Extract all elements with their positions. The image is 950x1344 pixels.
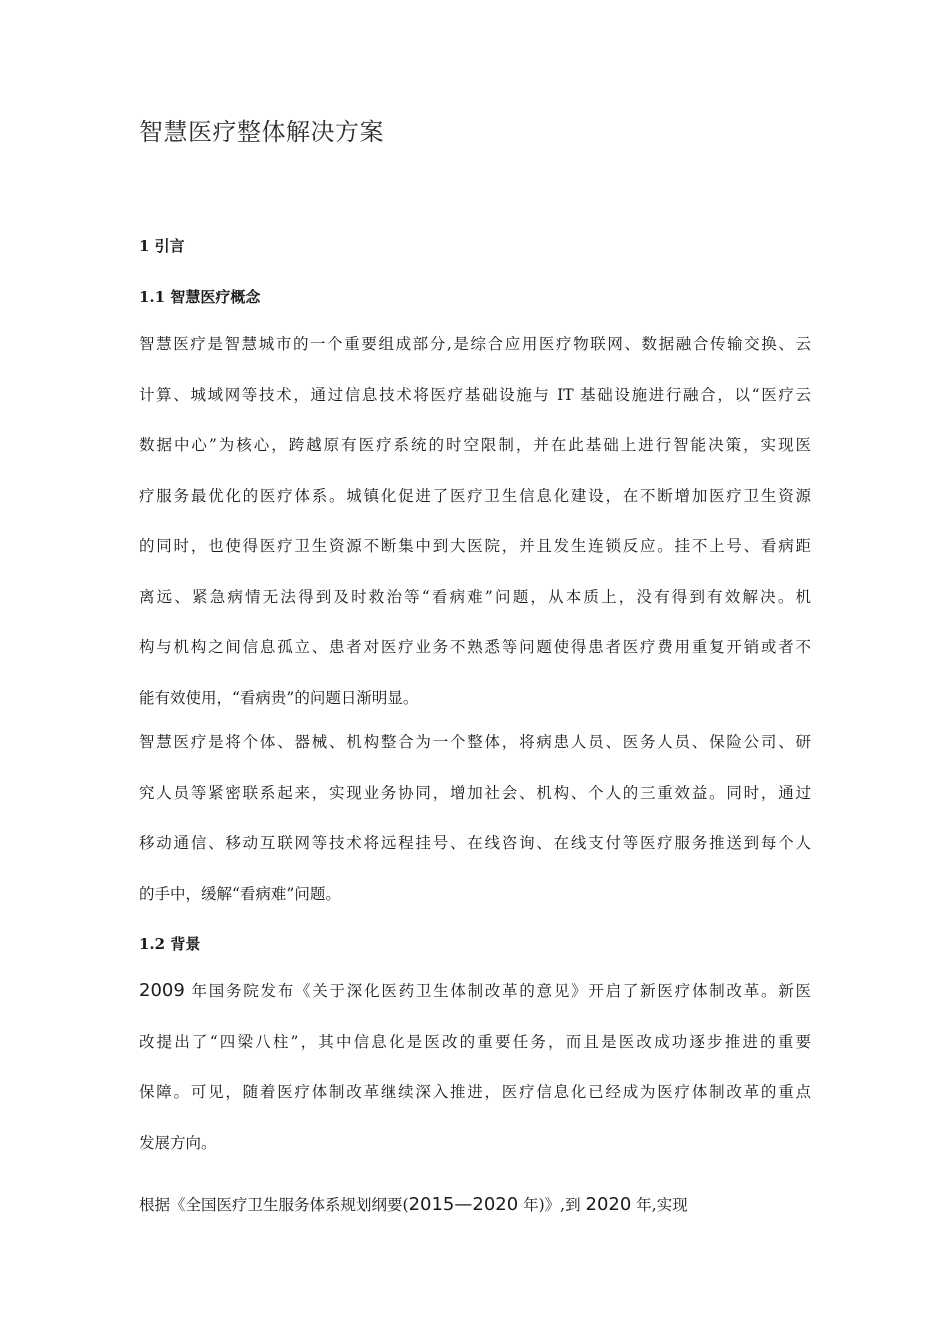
text-line: 改提出了“四梁八柱”，其中信息化是医改的重要任务，而且是医改成功逐步推进的重要 xyxy=(139,1032,811,1051)
text-line: 移动通信、移动互联网等技术将远程挂号、在线咨询、在线支付等医疗服务推送到每个人 xyxy=(139,834,811,852)
section-heading-background: 1.2 背景 xyxy=(139,935,201,953)
text-line: 发展方向。 xyxy=(139,1133,217,1152)
text-line: 数据中心”为核心，跨越原有医疗系统的时空限制，并在此基础上进行智能决策，实现医 xyxy=(139,436,811,454)
text-line: 保障。可见，随着医疗体制改革继续深入推进，医疗信息化已经成为医疗体制改革的重点 xyxy=(139,1083,811,1101)
text-line: 的同时，也使得医疗卫生资源不断集中到大医院，并且发生连锁反应。挂不上号、看病距 xyxy=(139,537,811,555)
text-line: 构与机构之间信息孤立、患者对医疗业务不熟悉等问题使得患者医疗费用重复开销或者不 xyxy=(139,638,811,656)
text-line: 的手中，缓解“看病难”问题。 xyxy=(139,884,341,903)
text-line xyxy=(139,1180,811,1231)
text-fragment: 根据《全国医疗卫生服务体系规划纲要( xyxy=(139,1196,409,1214)
section-heading-smart-healthcare-concept: 1.1 智慧医疗概念 xyxy=(139,288,261,306)
text-fragment: 年国务院发布《关于深化医药卫生体制改革的意见》开启了新医疗体制改革。新医 xyxy=(184,982,811,1000)
document-title: 智慧医疗整体解决方案 xyxy=(139,118,384,146)
text-line: 智慧医疗是智慧城市的一个重要组成部分,是综合应用医疗物联网、数据融合传输交换、云 xyxy=(139,335,811,353)
text-fragment: 年)》,到 xyxy=(518,1196,586,1214)
section-heading-introduction: 1 引言 xyxy=(139,237,185,255)
text-line: 计算、城域网等技术，通过信息技术将医疗基础设施与 IT 基础设施进行融合，以“医疗云 xyxy=(139,385,811,404)
paragraph-concept-1 xyxy=(139,319,811,723)
paragraph-background-1 xyxy=(139,966,811,1168)
year-number: 2009 xyxy=(139,980,185,1001)
paragraph-concept-2 xyxy=(139,717,811,919)
year-range-number: 2015—2020 xyxy=(408,1194,519,1215)
text-line: 究人员等紧密联系起来，实现业务协同，增加社会、机构、个人的三重效益。同时，通过 xyxy=(139,783,811,802)
text-line: 智慧医疗是将个体、器械、机构整合为一个整体，将病患人员、医务人员、保险公司、研 xyxy=(139,733,811,751)
text-line: 能有效使用，“看病贵”的问题日渐明显。 xyxy=(139,688,419,707)
paragraph-background-2 xyxy=(139,1180,811,1231)
year-number: 2020 xyxy=(585,1194,632,1215)
text-line: 疗服务最优化的医疗体系。城镇化促进了医疗卫生信息化建设，在不断增加医疗卫生资源 xyxy=(139,486,811,505)
text-fragment: 年,实现 xyxy=(631,1196,688,1214)
text-line xyxy=(139,966,811,1017)
text-line: 离远、紧急病情无法得到及时救治等“看病难”问题，从本质上，没有得到有效解决。机 xyxy=(139,587,811,606)
